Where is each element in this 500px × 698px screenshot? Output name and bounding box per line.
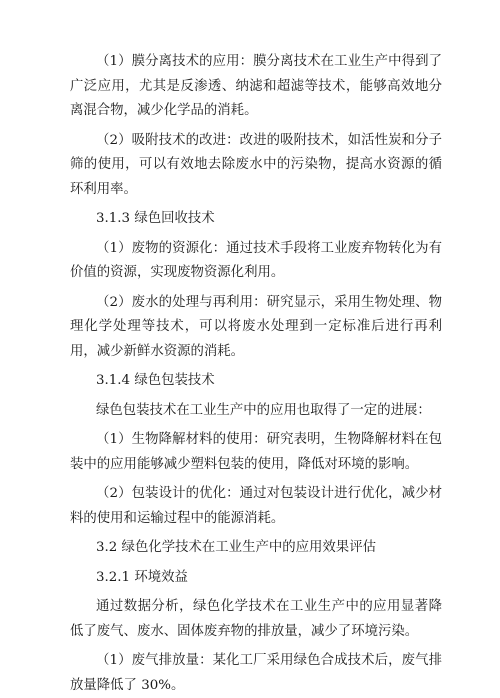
section-heading-3-1-3: 3.1.3 绿色回收技术	[96, 211, 215, 226]
paragraph-biodegradable: （1）生物降解材料的使用：研究表明，生物降解材料在包装中的应用能够减少塑料包装的使用，降低对环境的影响。	[70, 432, 442, 472]
section-heading-3-2-1: 3.2.1 环境效益	[96, 569, 188, 585]
section-heading-3-2: 3.2 绿色化学技术在工业生产中的应用效果评估	[96, 540, 376, 555]
section-heading-3-1-4: 3.1.4 绿色包装技术	[96, 373, 215, 388]
paragraph-wastewater-reuse: （2）废水的处理与再利用：研究显示，采用生物处理、物理化学处理等技术，可以将废水处理到一定标准后进行再利用，减少新鲜水资源的消耗。	[70, 294, 442, 359]
paragraph-packaging-intro: 绿色包装技术在工业生产中的应用也取得了一定的进展：	[96, 402, 431, 418]
paragraph-packaging-design: （2）包装设计的优化：通过对包装设计进行优化，减少材料的使用和运输过程中的能源消耗。	[70, 486, 442, 526]
paragraph-data-analysis: 通过数据分析，绿色化学技术在工业生产中的应用显著降低了废气、废水、固体废弃物的排放量，减少了环境污染。	[70, 599, 442, 639]
paragraph-membrane-separation: （1）膜分离技术的应用：膜分离技术在工业生产中得到了广泛应用，尤其是反渗透、纳滤和超滤等技术，能够高效地分离混合物，减少化学品的消耗。	[70, 54, 442, 118]
paragraph-waste-recycling: （1）废物的资源化：通过技术手段将工业废弃物转化为有价值的资源，实现废物资源化利用。	[70, 240, 442, 280]
document-body	[70, 50, 442, 698]
paragraph-adsorption: （2）吸附技术的改进：改进的吸附技术，如活性炭和分子筛的使用，可以有效地去除废水中的污染物，提高水资源的循环利用率。	[70, 132, 442, 197]
paragraph-exhaust-emission: （1）废气排放量：某化工厂采用绿色合成技术后，废气排放量降低了 30%。	[70, 653, 442, 693]
